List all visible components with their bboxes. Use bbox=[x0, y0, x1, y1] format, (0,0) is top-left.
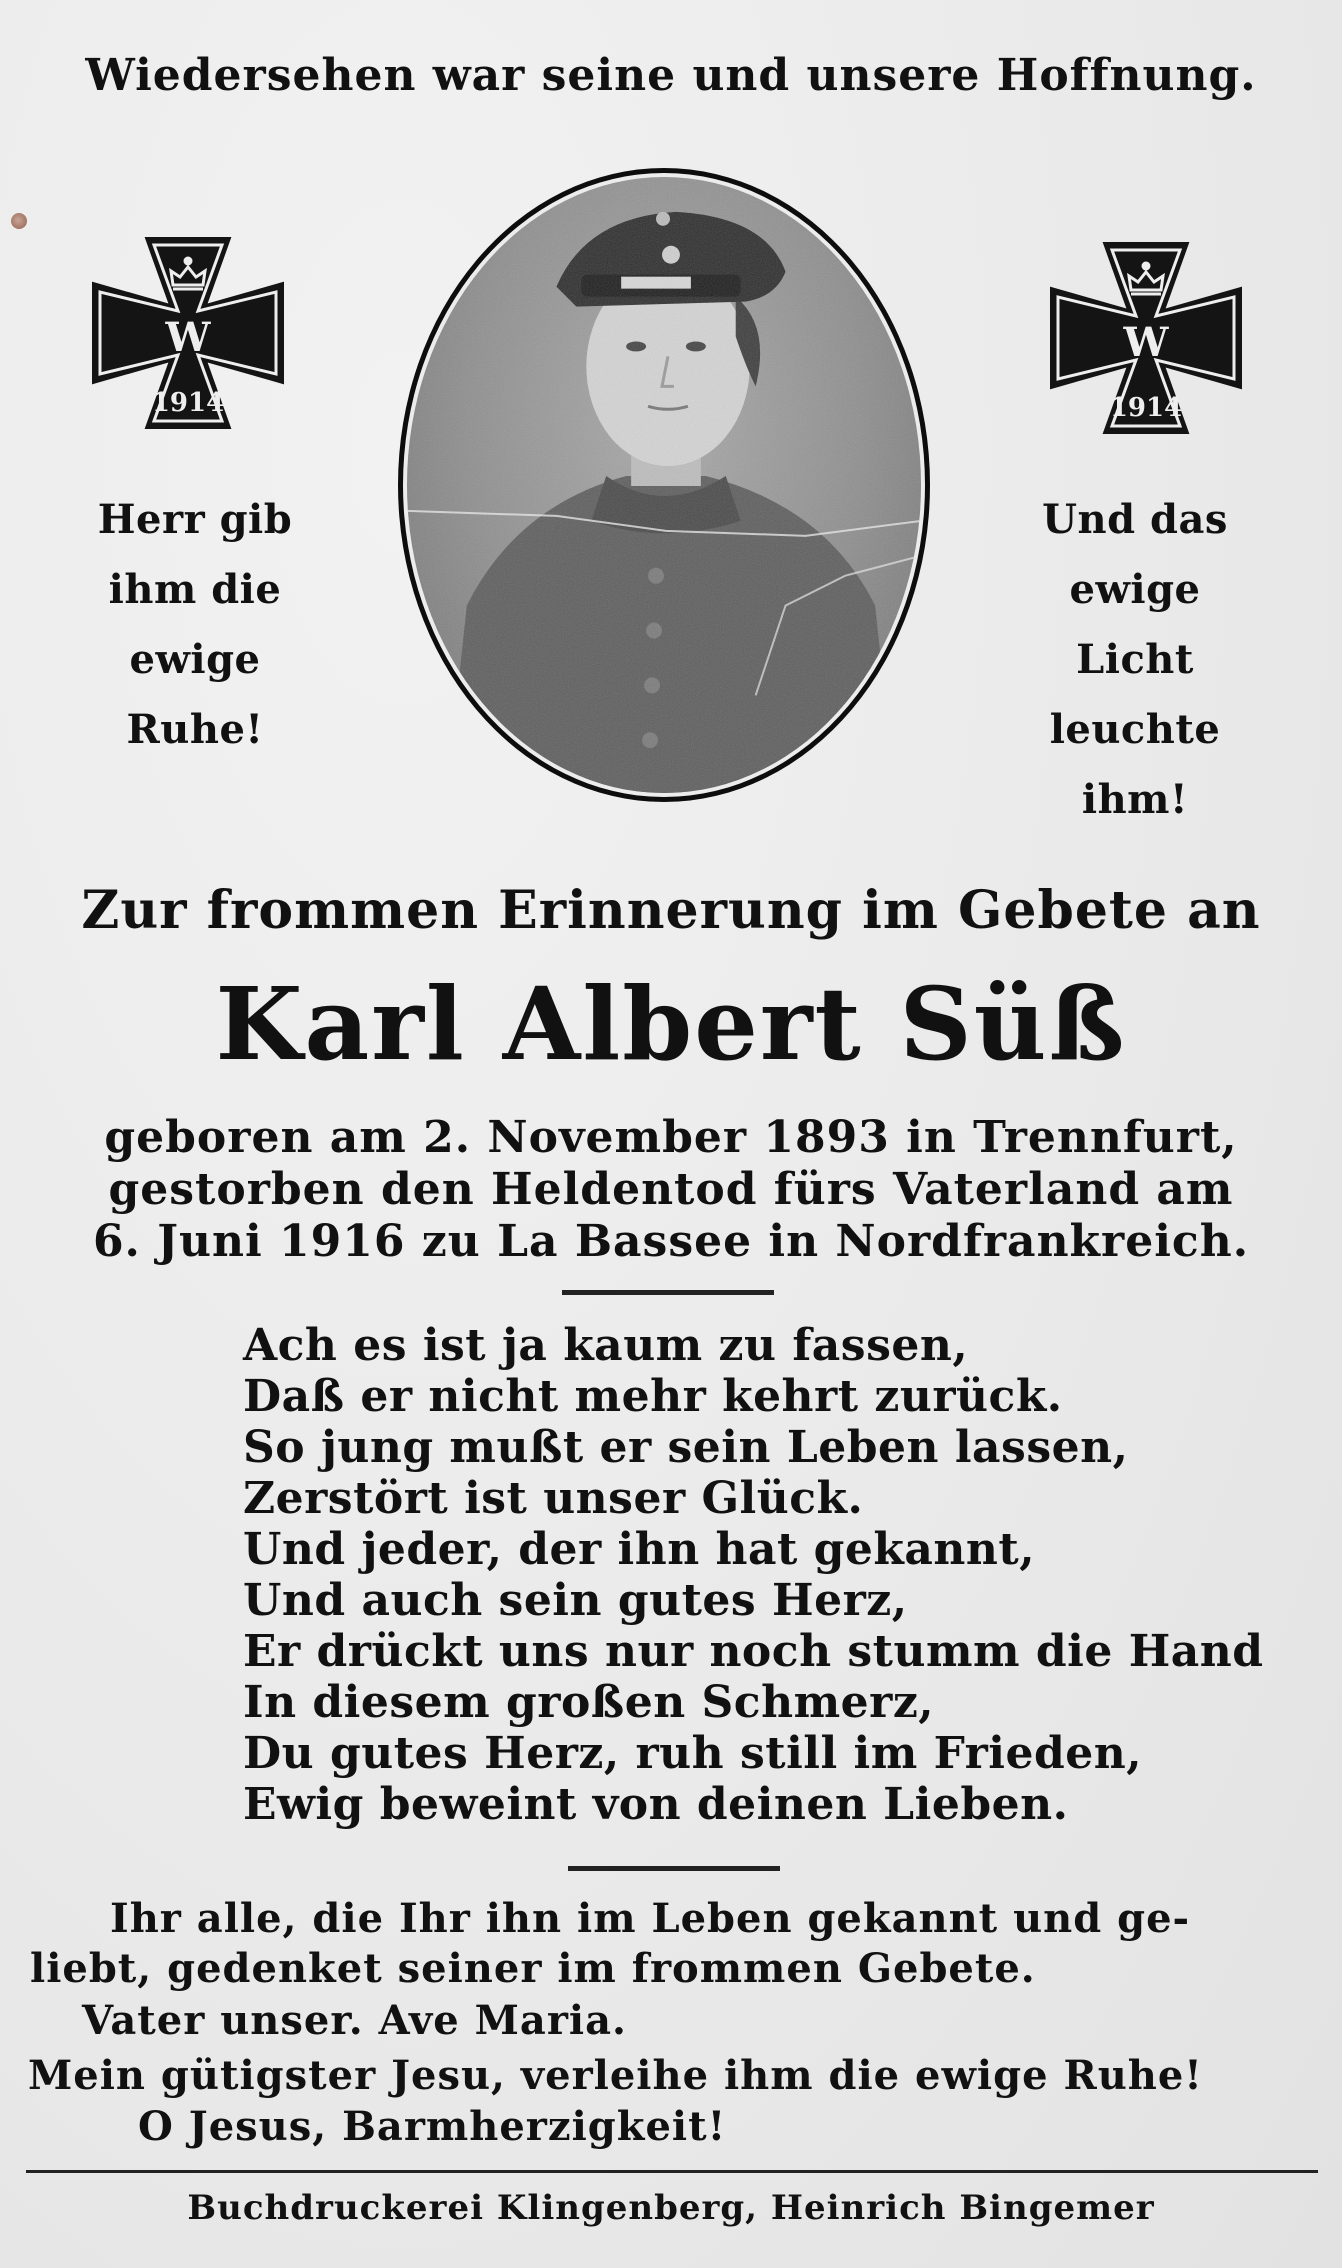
right-prayer-text bbox=[1020, 485, 1250, 835]
bio-line: gestorben den Heldentod fürs Vaterland am bbox=[108, 1164, 1234, 1215]
prayer-line: Mein gütigster Jesu, verleihe ihm die ewige Ruhe! bbox=[28, 2052, 1203, 2099]
portrait-illustration bbox=[407, 177, 921, 793]
top-motto: Wiedersehen war seine und unsere Hoffnung. bbox=[85, 50, 1257, 101]
right-text-line: Licht bbox=[1076, 636, 1194, 683]
left-text-line: Ruhe! bbox=[126, 706, 264, 753]
poem-line: Daß er nicht mehr kehrt zurück. bbox=[243, 1371, 1063, 1422]
deceased-name: Karl Albert Süß bbox=[215, 965, 1127, 1083]
footer-rule bbox=[26, 2170, 1318, 2173]
prayer-line: liebt, gedenket seiner im frommen Gebete. bbox=[30, 1945, 1036, 1992]
left-text-line: ihm die bbox=[108, 566, 282, 613]
cross-year: 1914 bbox=[1109, 393, 1183, 423]
right-text-line: Und das bbox=[1042, 496, 1228, 543]
iron-cross-icon bbox=[88, 233, 288, 433]
iron-cross-icon bbox=[1046, 238, 1246, 438]
divider-rule bbox=[562, 1290, 774, 1295]
bio-line: 6. Juni 1916 zu La Bassee in Nordfrankreich. bbox=[92, 1216, 1250, 1267]
poem-line: Ewig beweint von deinen Lieben. bbox=[243, 1779, 1069, 1830]
cross-monogram: W bbox=[1123, 319, 1169, 366]
cross-monogram: W bbox=[165, 314, 211, 361]
pin-hole-mark bbox=[11, 213, 27, 229]
prayer-line: Ihr alle, die Ihr ihn im Leben gekannt und ge- bbox=[110, 1895, 1191, 1942]
right-text-line: ihm! bbox=[1081, 776, 1189, 823]
right-text-line: ewige bbox=[1069, 566, 1201, 613]
printer-credit: Buchdruckerei Klingenberg, Heinrich Bingemer bbox=[187, 2188, 1155, 2228]
left-prayer-text bbox=[80, 485, 310, 765]
memorial-heading: Zur frommen Erinnerung im Gebete an bbox=[81, 880, 1261, 941]
poem-line: Und auch sein gutes Herz, bbox=[243, 1575, 908, 1626]
portrait-frame bbox=[398, 168, 930, 802]
poem-line: In diesem großen Schmerz, bbox=[243, 1677, 935, 1728]
cross-year: 1914 bbox=[151, 388, 225, 418]
left-text-line: ewige bbox=[129, 636, 261, 683]
bio-line: geboren am 2. November 1893 in Trennfurt, bbox=[104, 1112, 1238, 1163]
left-text-line: Herr gib bbox=[97, 496, 293, 543]
right-text-line: leuchte bbox=[1049, 706, 1221, 753]
poem-line: Und jeder, der ihn hat gekannt, bbox=[243, 1524, 1036, 1575]
poem-line: Zerstört ist unser Glück. bbox=[243, 1473, 864, 1524]
soldier-portrait-photo bbox=[407, 177, 921, 793]
poem-line: Er drückt uns nur noch stumm die Hand bbox=[243, 1626, 1264, 1677]
poem-line: So jung mußt er sein Leben lassen, bbox=[243, 1422, 1129, 1473]
prayer-line: Vater unser. Ave Maria. bbox=[82, 1997, 627, 2044]
poem-line: Ach es ist ja kaum zu fassen, bbox=[243, 1320, 969, 1371]
prayer-line: O Jesus, Barmherzigkeit! bbox=[138, 2103, 727, 2150]
poem-line: Du gutes Herz, ruh still im Frieden, bbox=[243, 1728, 1143, 1779]
divider-rule bbox=[568, 1866, 780, 1871]
